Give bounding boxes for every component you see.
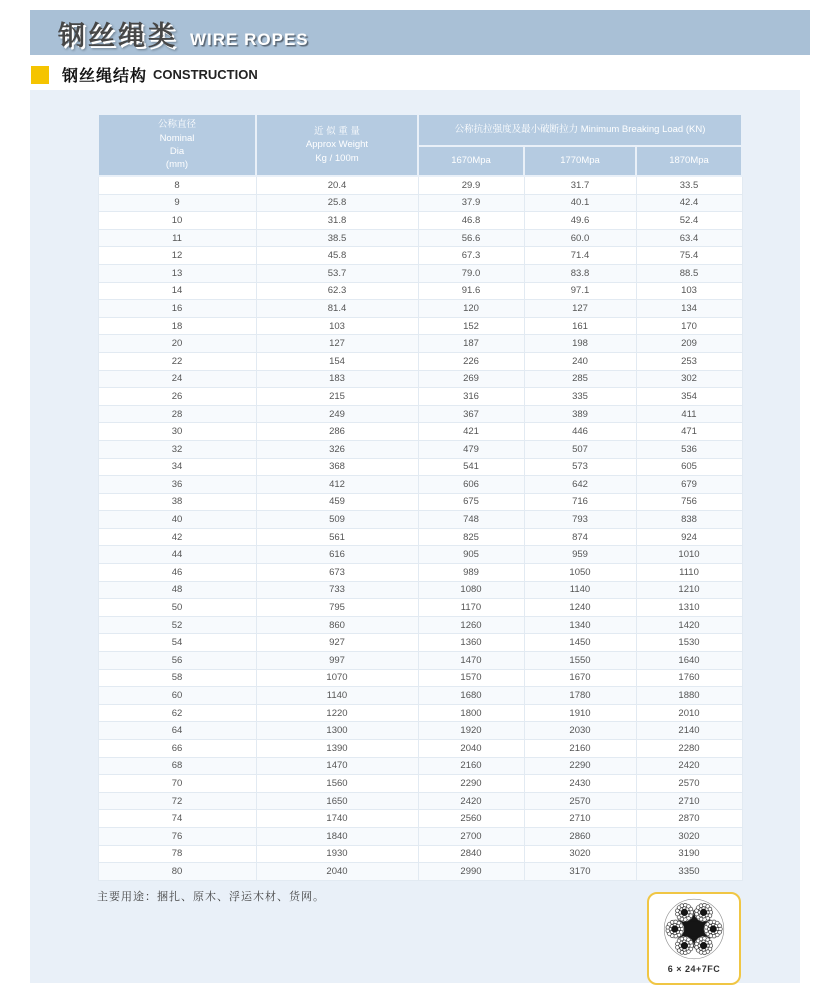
table-row — [98, 827, 742, 845]
cell-dia: 11 — [98, 229, 256, 247]
table-row — [98, 704, 742, 722]
cell-dia: 44 — [98, 546, 256, 564]
cell-load-1870: 354 — [636, 388, 742, 406]
cell-weight: 1470 — [256, 757, 418, 775]
cell-dia: 38 — [98, 493, 256, 511]
table-row — [98, 669, 742, 687]
cell-weight: 249 — [256, 405, 418, 423]
cell-load-1770: 573 — [524, 458, 636, 476]
table-row — [98, 528, 742, 546]
cell-dia: 10 — [98, 212, 256, 230]
cell-weight: 183 — [256, 370, 418, 388]
table-row — [98, 511, 742, 529]
cell-load-1870: 2870 — [636, 810, 742, 828]
cell-load-1670: 1260 — [418, 616, 524, 634]
cell-load-1670: 269 — [418, 370, 524, 388]
cell-load-1670: 187 — [418, 335, 524, 353]
table-row — [98, 405, 742, 423]
cell-weight: 733 — [256, 581, 418, 599]
cell-load-1770: 335 — [524, 388, 636, 406]
cell-load-1870: 1310 — [636, 599, 742, 617]
cell-load-1670: 2990 — [418, 863, 524, 881]
table-row — [98, 335, 742, 353]
cell-load-1770: 1050 — [524, 564, 636, 582]
cell-load-1770: 60.0 — [524, 229, 636, 247]
cell-weight: 1650 — [256, 792, 418, 810]
cell-weight: 25.8 — [256, 194, 418, 212]
cell-load-1670: 748 — [418, 511, 524, 529]
content-panel — [30, 90, 800, 983]
table-row — [98, 687, 742, 705]
cell-weight: 20.4 — [256, 176, 418, 194]
table-row — [98, 476, 742, 494]
cell-load-1870: 170 — [636, 317, 742, 335]
table-row — [98, 212, 742, 230]
spec-table — [97, 113, 743, 881]
cell-weight: 215 — [256, 388, 418, 406]
table-row — [98, 388, 742, 406]
cell-dia: 78 — [98, 845, 256, 863]
section-header — [31, 63, 258, 86]
cell-dia: 76 — [98, 827, 256, 845]
cell-load-1870: 1640 — [636, 652, 742, 670]
cell-load-1870: 3020 — [636, 827, 742, 845]
header-nominal-dia-line4: (mm) — [165, 159, 189, 171]
rope-construction-label: 6 × 24+7FC — [667, 964, 721, 974]
table-row — [98, 247, 742, 265]
cell-dia: 56 — [98, 652, 256, 670]
header-grade-1670: 1670Mpa — [418, 146, 524, 176]
cell-dia: 30 — [98, 423, 256, 441]
cell-load-1770: 1240 — [524, 599, 636, 617]
cell-weight: 53.7 — [256, 264, 418, 282]
cell-load-1770: 161 — [524, 317, 636, 335]
cell-dia: 20 — [98, 335, 256, 353]
cell-load-1670: 316 — [418, 388, 524, 406]
cell-load-1670: 606 — [418, 476, 524, 494]
cell-load-1770: 959 — [524, 546, 636, 564]
cell-load-1670: 79.0 — [418, 264, 524, 282]
cell-load-1870: 679 — [636, 476, 742, 494]
cell-load-1770: 1140 — [524, 581, 636, 599]
page-title-en: WIRE ROPES — [190, 29, 309, 49]
cell-load-1770: 3170 — [524, 863, 636, 881]
cell-weight: 616 — [256, 546, 418, 564]
header-approx-weight-line1: 近 似 重 量 — [314, 126, 360, 138]
cell-load-1670: 1360 — [418, 634, 524, 652]
cell-weight: 81.4 — [256, 300, 418, 318]
cell-load-1870: 63.4 — [636, 229, 742, 247]
cell-load-1770: 2160 — [524, 740, 636, 758]
table-row — [98, 352, 742, 370]
cell-dia: 12 — [98, 247, 256, 265]
table-row — [98, 652, 742, 670]
cell-load-1770: 71.4 — [524, 247, 636, 265]
cell-load-1670: 2040 — [418, 740, 524, 758]
cell-dia: 52 — [98, 616, 256, 634]
header-approx-weight — [256, 114, 418, 176]
cell-load-1670: 29.9 — [418, 176, 524, 194]
cell-weight: 2040 — [256, 863, 418, 881]
cell-load-1870: 52.4 — [636, 212, 742, 230]
cell-dia: 26 — [98, 388, 256, 406]
cell-load-1770: 2570 — [524, 792, 636, 810]
table-row — [98, 229, 742, 247]
cell-weight: 997 — [256, 652, 418, 670]
cell-load-1670: 479 — [418, 440, 524, 458]
cell-weight: 1390 — [256, 740, 418, 758]
cell-load-1770: 793 — [524, 511, 636, 529]
cell-load-1770: 31.7 — [524, 176, 636, 194]
cell-dia: 64 — [98, 722, 256, 740]
cell-load-1770: 2030 — [524, 722, 636, 740]
cell-load-1770: 716 — [524, 493, 636, 511]
cell-load-1870: 1010 — [636, 546, 742, 564]
cell-weight: 45.8 — [256, 247, 418, 265]
table-row — [98, 194, 742, 212]
cell-load-1770: 2710 — [524, 810, 636, 828]
table-row — [98, 317, 742, 335]
table-row — [98, 845, 742, 863]
cell-dia: 13 — [98, 264, 256, 282]
cell-load-1870: 3350 — [636, 863, 742, 881]
cell-load-1670: 67.3 — [418, 247, 524, 265]
cell-load-1870: 1880 — [636, 687, 742, 705]
cell-load-1670: 541 — [418, 458, 524, 476]
cell-weight: 927 — [256, 634, 418, 652]
cell-load-1670: 226 — [418, 352, 524, 370]
cell-load-1670: 2160 — [418, 757, 524, 775]
cell-weight: 1070 — [256, 669, 418, 687]
page-title-cn: 钢丝绳类 — [58, 21, 178, 51]
cell-dia: 74 — [98, 810, 256, 828]
cell-load-1770: 446 — [524, 423, 636, 441]
cell-dia: 58 — [98, 669, 256, 687]
table-row — [98, 722, 742, 740]
cell-load-1870: 134 — [636, 300, 742, 318]
cell-load-1670: 1680 — [418, 687, 524, 705]
cell-load-1670: 2700 — [418, 827, 524, 845]
cell-dia: 28 — [98, 405, 256, 423]
cell-weight: 286 — [256, 423, 418, 441]
table-row — [98, 440, 742, 458]
cell-dia: 42 — [98, 528, 256, 546]
cell-load-1670: 421 — [418, 423, 524, 441]
cell-dia: 54 — [98, 634, 256, 652]
cell-dia: 66 — [98, 740, 256, 758]
rope-cross-section-icon — [649, 897, 739, 963]
cell-load-1670: 2290 — [418, 775, 524, 793]
cell-load-1870: 209 — [636, 335, 742, 353]
cell-weight: 1840 — [256, 827, 418, 845]
cell-load-1870: 33.5 — [636, 176, 742, 194]
cell-load-1870: 88.5 — [636, 264, 742, 282]
table-row — [98, 810, 742, 828]
cell-load-1670: 2420 — [418, 792, 524, 810]
cell-load-1870: 3190 — [636, 845, 742, 863]
cell-load-1770: 97.1 — [524, 282, 636, 300]
table-row — [98, 370, 742, 388]
usage-note: 主要用途：捆扎、原木、浮运木材、货网。 — [97, 891, 325, 903]
cell-load-1770: 83.8 — [524, 264, 636, 282]
cell-dia: 24 — [98, 370, 256, 388]
cell-dia: 46 — [98, 564, 256, 582]
cell-weight: 38.5 — [256, 229, 418, 247]
page-title-bar — [30, 10, 810, 55]
cell-load-1770: 1910 — [524, 704, 636, 722]
cell-load-1670: 2840 — [418, 845, 524, 863]
section-bullet-icon — [31, 66, 49, 84]
cell-load-1770: 389 — [524, 405, 636, 423]
header-breaking-load-group: 公称抗拉强度及最小破断拉力 Minimum Breaking Load (KN) — [418, 114, 742, 146]
cell-load-1770: 2290 — [524, 757, 636, 775]
cell-load-1870: 75.4 — [636, 247, 742, 265]
cell-load-1870: 1210 — [636, 581, 742, 599]
cell-load-1670: 1170 — [418, 599, 524, 617]
cell-weight: 1560 — [256, 775, 418, 793]
table-row — [98, 599, 742, 617]
cell-dia: 50 — [98, 599, 256, 617]
header-grade-1770: 1770Mpa — [524, 146, 636, 176]
cell-dia: 48 — [98, 581, 256, 599]
cell-dia: 32 — [98, 440, 256, 458]
cell-weight: 62.3 — [256, 282, 418, 300]
table-row — [98, 564, 742, 582]
cell-dia: 9 — [98, 194, 256, 212]
cell-weight: 103 — [256, 317, 418, 335]
table-body — [98, 176, 742, 880]
cell-load-1670: 1800 — [418, 704, 524, 722]
cell-load-1870: 253 — [636, 352, 742, 370]
table-row — [98, 458, 742, 476]
cell-load-1870: 1530 — [636, 634, 742, 652]
cell-load-1870: 2710 — [636, 792, 742, 810]
cell-weight: 860 — [256, 616, 418, 634]
cell-load-1870: 2570 — [636, 775, 742, 793]
cell-dia: 70 — [98, 775, 256, 793]
cell-load-1770: 240 — [524, 352, 636, 370]
cell-load-1870: 2140 — [636, 722, 742, 740]
header-grade-1870: 1870Mpa — [636, 146, 742, 176]
cell-load-1670: 825 — [418, 528, 524, 546]
cell-dia: 80 — [98, 863, 256, 881]
cell-load-1770: 198 — [524, 335, 636, 353]
table-row — [98, 176, 742, 194]
cell-load-1670: 120 — [418, 300, 524, 318]
cell-load-1770: 1450 — [524, 634, 636, 652]
cell-load-1870: 302 — [636, 370, 742, 388]
cell-load-1770: 2430 — [524, 775, 636, 793]
cell-load-1770: 3020 — [524, 845, 636, 863]
cell-weight: 1300 — [256, 722, 418, 740]
cell-dia: 62 — [98, 704, 256, 722]
cell-load-1770: 2860 — [524, 827, 636, 845]
cell-weight: 561 — [256, 528, 418, 546]
table-row — [98, 282, 742, 300]
cell-dia: 18 — [98, 317, 256, 335]
table-row — [98, 546, 742, 564]
cell-weight: 673 — [256, 564, 418, 582]
cell-dia: 8 — [98, 176, 256, 194]
cell-load-1870: 471 — [636, 423, 742, 441]
section-title-en: CONSTRUCTION — [153, 67, 258, 82]
rope-diagram-box — [647, 892, 741, 985]
table-row — [98, 423, 742, 441]
cell-load-1870: 42.4 — [636, 194, 742, 212]
table-row — [98, 792, 742, 810]
cell-load-1670: 1080 — [418, 581, 524, 599]
cell-weight: 1140 — [256, 687, 418, 705]
cell-weight: 1740 — [256, 810, 418, 828]
cell-weight: 154 — [256, 352, 418, 370]
cell-load-1670: 1570 — [418, 669, 524, 687]
cell-load-1670: 905 — [418, 546, 524, 564]
table-row — [98, 634, 742, 652]
cell-load-1670: 989 — [418, 564, 524, 582]
cell-dia: 34 — [98, 458, 256, 476]
cell-dia: 60 — [98, 687, 256, 705]
cell-load-1770: 49.6 — [524, 212, 636, 230]
header-approx-weight-line3: Kg / 100m — [315, 152, 359, 164]
cell-load-1770: 874 — [524, 528, 636, 546]
cell-load-1670: 46.8 — [418, 212, 524, 230]
cell-dia: 16 — [98, 300, 256, 318]
cell-weight: 509 — [256, 511, 418, 529]
cell-weight: 795 — [256, 599, 418, 617]
cell-load-1870: 838 — [636, 511, 742, 529]
header-nominal-dia-line2: Nominal — [159, 132, 195, 144]
table-row — [98, 863, 742, 881]
cell-load-1670: 1920 — [418, 722, 524, 740]
cell-dia: 22 — [98, 352, 256, 370]
table-row — [98, 740, 742, 758]
cell-load-1870: 103 — [636, 282, 742, 300]
cell-load-1670: 675 — [418, 493, 524, 511]
cell-load-1870: 924 — [636, 528, 742, 546]
cell-dia: 72 — [98, 792, 256, 810]
table-row — [98, 300, 742, 318]
cell-load-1770: 507 — [524, 440, 636, 458]
cell-weight: 31.8 — [256, 212, 418, 230]
table-row — [98, 493, 742, 511]
header-nominal-dia — [98, 114, 256, 176]
cell-dia: 36 — [98, 476, 256, 494]
cell-load-1670: 2560 — [418, 810, 524, 828]
cell-weight: 459 — [256, 493, 418, 511]
cell-load-1870: 411 — [636, 405, 742, 423]
cell-weight: 127 — [256, 335, 418, 353]
table-row — [98, 264, 742, 282]
cell-weight: 412 — [256, 476, 418, 494]
cell-load-1670: 91.6 — [418, 282, 524, 300]
cell-load-1870: 2280 — [636, 740, 742, 758]
cell-load-1770: 127 — [524, 300, 636, 318]
cell-load-1870: 605 — [636, 458, 742, 476]
cell-dia: 40 — [98, 511, 256, 529]
cell-weight: 1220 — [256, 704, 418, 722]
table-row — [98, 616, 742, 634]
cell-load-1870: 2420 — [636, 757, 742, 775]
cell-load-1770: 1670 — [524, 669, 636, 687]
header-approx-weight-line2: Approx Weight — [305, 139, 369, 151]
cell-load-1870: 1760 — [636, 669, 742, 687]
section-title-cn: 钢丝绳结构 — [62, 68, 148, 85]
cell-load-1670: 56.6 — [418, 229, 524, 247]
cell-load-1670: 152 — [418, 317, 524, 335]
table-row — [98, 757, 742, 775]
cell-load-1670: 1470 — [418, 652, 524, 670]
cell-weight: 326 — [256, 440, 418, 458]
cell-dia: 68 — [98, 757, 256, 775]
header-nominal-dia-line1: 公称直径 — [157, 119, 196, 131]
cell-load-1770: 40.1 — [524, 194, 636, 212]
cell-load-1870: 536 — [636, 440, 742, 458]
cell-load-1770: 642 — [524, 476, 636, 494]
cell-load-1870: 756 — [636, 493, 742, 511]
cell-load-1870: 1110 — [636, 564, 742, 582]
cell-load-1770: 285 — [524, 370, 636, 388]
cell-load-1770: 1550 — [524, 652, 636, 670]
cell-load-1670: 37.9 — [418, 194, 524, 212]
cell-load-1770: 1340 — [524, 616, 636, 634]
cell-load-1870: 1420 — [636, 616, 742, 634]
cell-weight: 1930 — [256, 845, 418, 863]
table-row — [98, 581, 742, 599]
cell-load-1870: 2010 — [636, 704, 742, 722]
header-nominal-dia-line3: Dia — [169, 146, 185, 157]
table-row — [98, 775, 742, 793]
cell-load-1670: 367 — [418, 405, 524, 423]
cell-load-1770: 1780 — [524, 687, 636, 705]
cell-dia: 14 — [98, 282, 256, 300]
cell-weight: 368 — [256, 458, 418, 476]
